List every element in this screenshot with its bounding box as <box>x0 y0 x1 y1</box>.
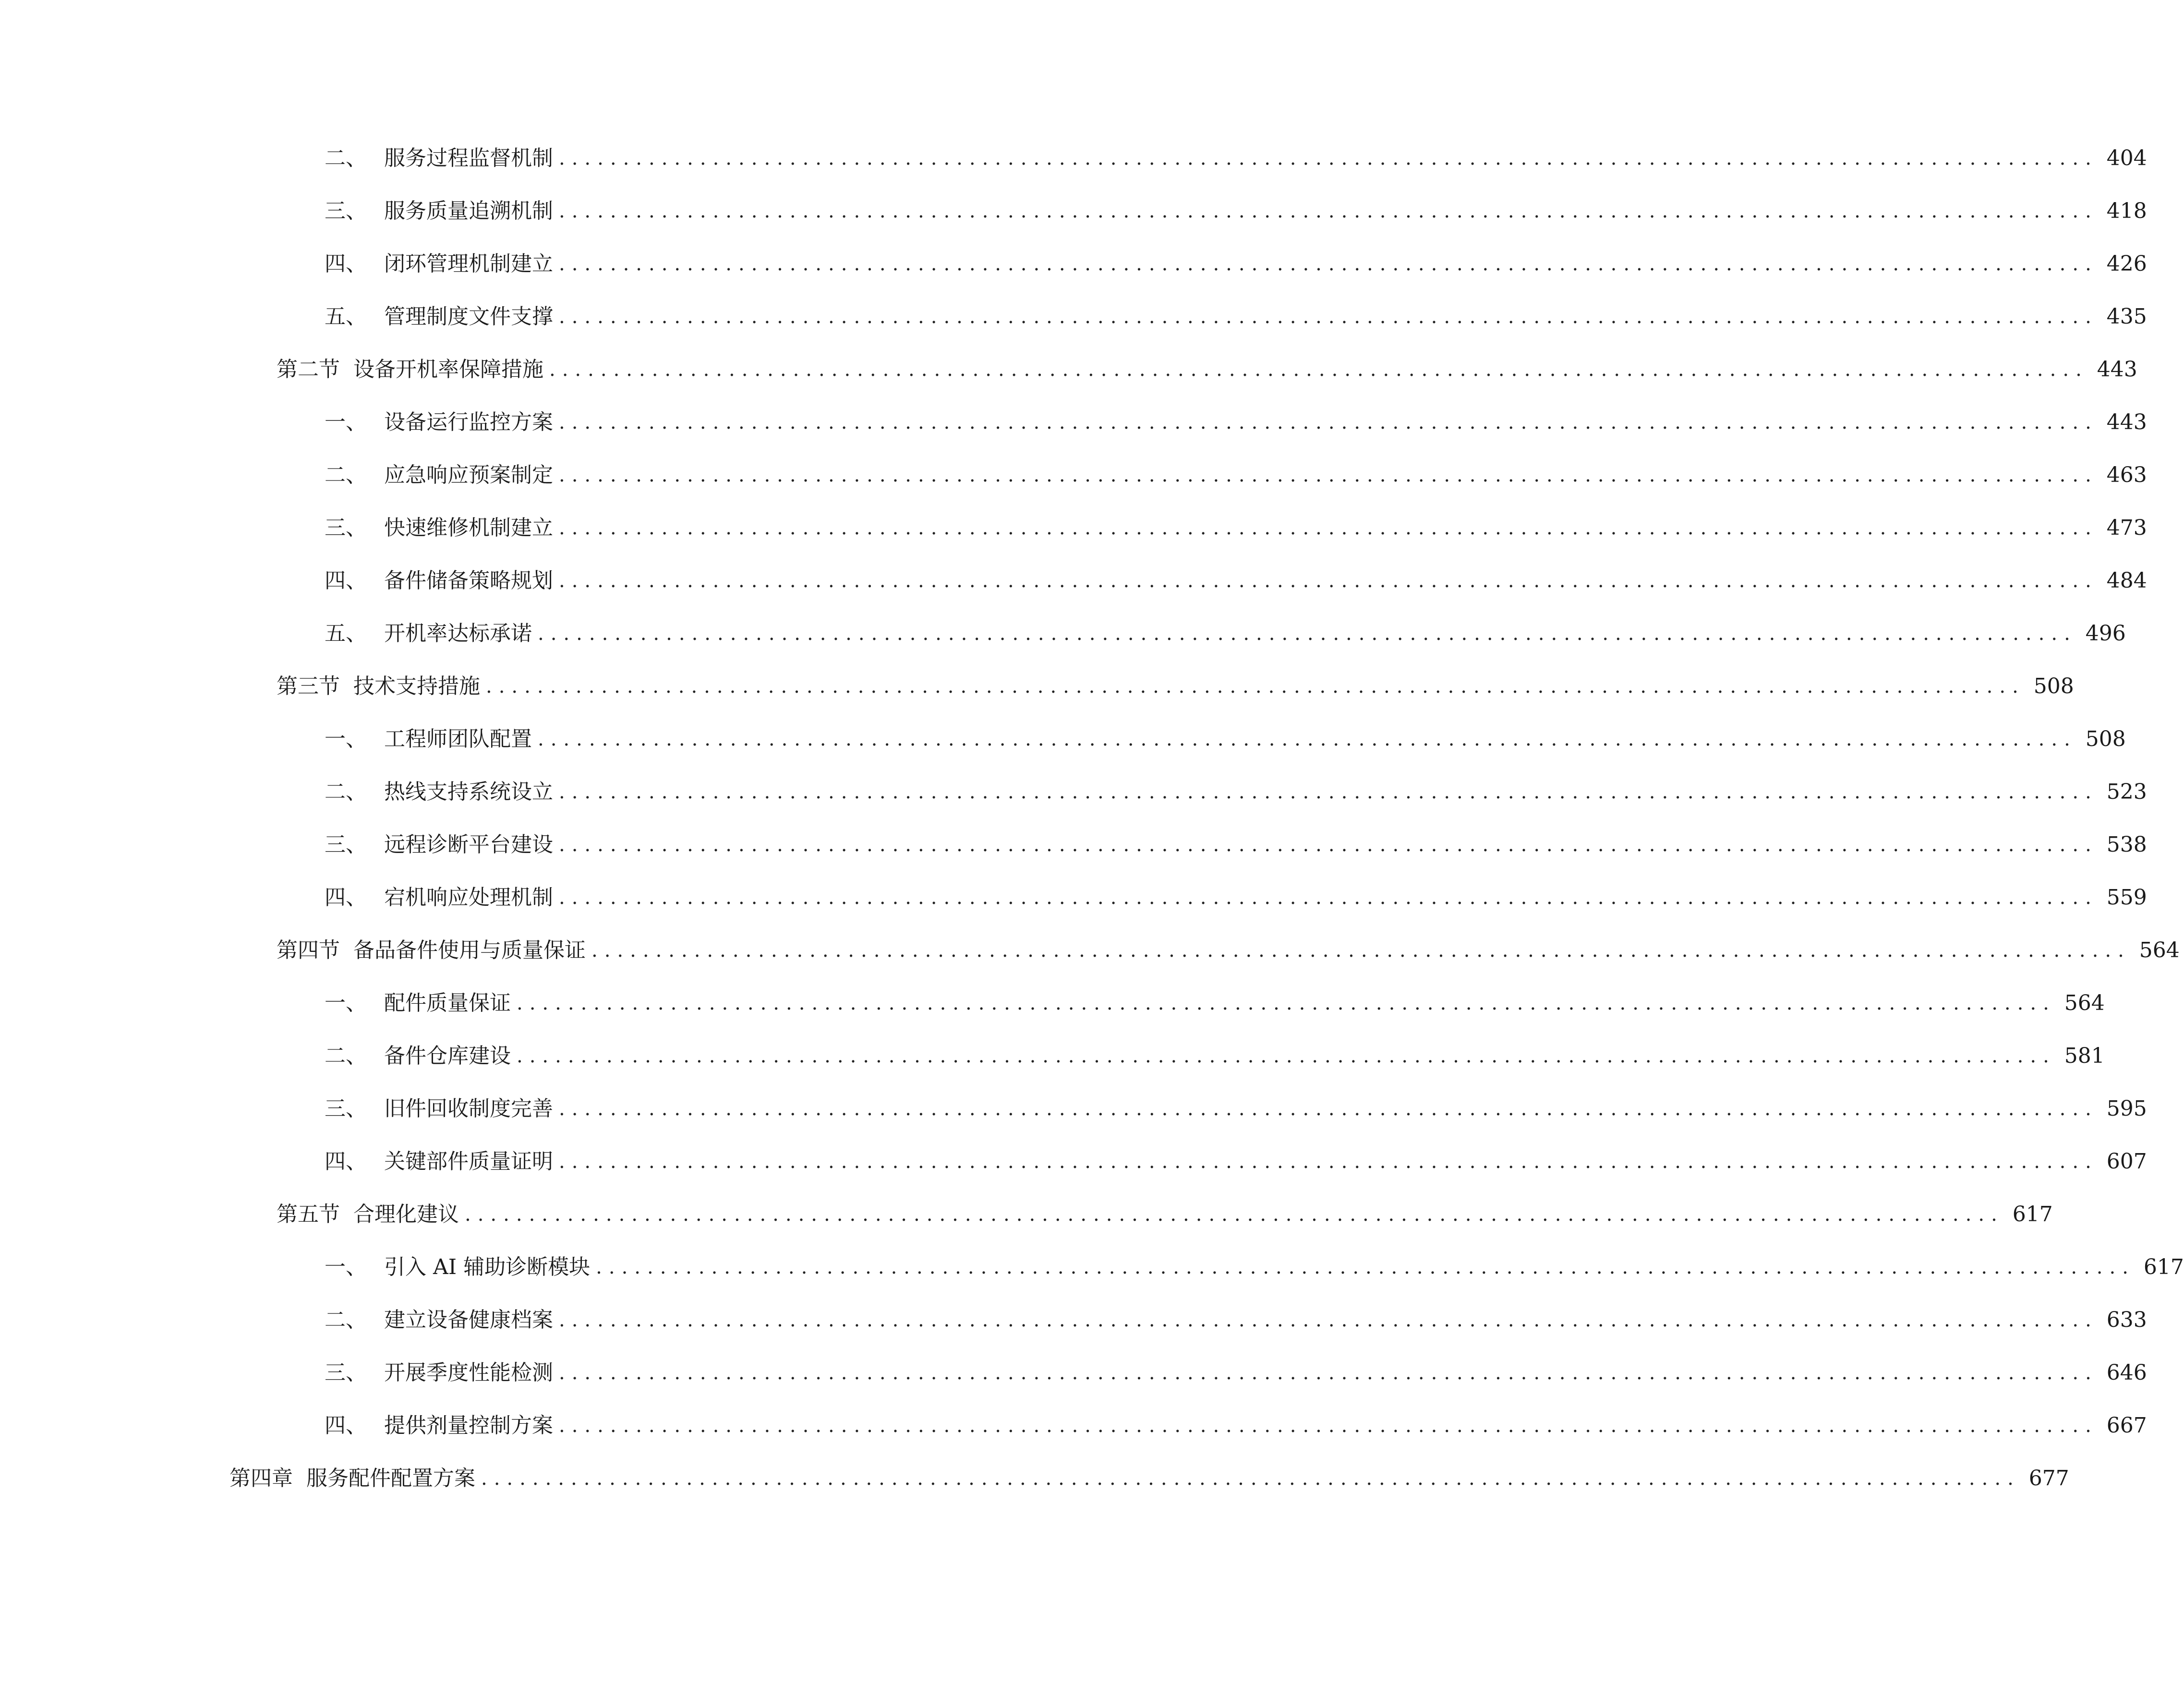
toc-entry[interactable] <box>325 456 2147 494</box>
toc-entry-label <box>325 720 532 758</box>
toc-entry-page-number: 473 <box>2106 516 2147 540</box>
toc-entry-label <box>325 245 553 283</box>
toc-entry-page-number: 646 <box>2106 1360 2147 1385</box>
toc-entry-title: 旧件回收制度完善 <box>384 1096 553 1121</box>
toc-entry[interactable] <box>325 1407 2147 1445</box>
toc-entry-title: 关键部件质量证明 <box>384 1149 553 1174</box>
toc-entry[interactable] <box>229 1459 2069 1498</box>
toc-leader-dots: ........................................................................................................................ <box>559 1309 2098 1331</box>
toc-entry-number: 三、 <box>325 199 367 223</box>
toc-entry-title: 快速维修机制建立 <box>384 516 553 540</box>
toc-entry[interactable] <box>325 878 2147 917</box>
toc-entry-number: 一、 <box>325 991 367 1015</box>
toc-entry-label <box>277 350 543 389</box>
toc-entry[interactable] <box>325 298 2147 336</box>
toc-entry-page-number: 463 <box>2106 463 2147 487</box>
toc-entry[interactable] <box>325 826 2147 864</box>
toc-entry-label <box>325 139 553 178</box>
toc-entry[interactable] <box>325 1037 2105 1075</box>
toc-entry[interactable] <box>325 984 2105 1022</box>
toc-leader-dots: ........................................................................................................................ <box>559 464 2098 486</box>
toc-entry-label <box>277 931 586 970</box>
toc-entry-title: 服务配件配置方案 <box>306 1466 475 1491</box>
toc-leader-dots: ........................................................................................................................ <box>559 411 2098 433</box>
toc-entry-label <box>325 298 553 336</box>
toc-entry-number: 二、 <box>325 1044 367 1068</box>
toc-entry-label <box>277 667 480 706</box>
toc-entry-label <box>325 1143 553 1181</box>
toc-entry-number: 四、 <box>325 1413 367 1438</box>
toc-entry-label <box>325 1090 553 1128</box>
toc-entry-label <box>325 1301 553 1339</box>
toc-entry-number: 三、 <box>325 1360 367 1385</box>
toc-entry-label <box>277 1195 459 1234</box>
toc-entry-title: 设备开机率保障措施 <box>353 357 543 382</box>
toc-entry[interactable] <box>325 1248 2184 1287</box>
toc-entry-label <box>325 826 553 864</box>
toc-leader-dots: ........................................................................................................................ <box>559 1415 2098 1437</box>
toc-entry-label <box>325 878 553 917</box>
toc-entry-page-number: 418 <box>2106 199 2147 223</box>
toc-entry-page-number: 607 <box>2106 1149 2147 1174</box>
toc-leader-dots: ........................................................................................................................ <box>465 1203 2004 1226</box>
toc-entry-page-number: 617 <box>2143 1255 2184 1279</box>
toc-entry-label <box>325 1407 553 1445</box>
toc-entry-page-number: 564 <box>2064 991 2105 1015</box>
toc-entry-label <box>325 614 532 653</box>
toc-entry-page-number: 633 <box>2106 1308 2147 1332</box>
toc-entry-title: 应急响应预案制定 <box>384 463 553 487</box>
toc-leader-dots: ........................................................................................................................ <box>559 517 2098 539</box>
toc-entry[interactable] <box>325 773 2147 811</box>
toc-leader-dots: ........................................................................................................................ <box>481 1467 2020 1490</box>
toc-entry-label <box>325 562 553 600</box>
toc-entry-number: 二、 <box>325 146 367 170</box>
toc-leader-dots: ........................................................................................................................ <box>559 200 2098 222</box>
toc-entry-title: 闭环管理机制建立 <box>384 252 553 276</box>
toc-entry-page-number: 564 <box>2139 938 2180 962</box>
toc-entry-page-number: 523 <box>2106 780 2147 804</box>
toc-leader-dots: ........................................................................................................................ <box>559 1151 2098 1173</box>
toc-entry-title: 开展季度性能检测 <box>384 1360 553 1385</box>
toc-entry-title: 开机率达标承诺 <box>384 621 532 646</box>
toc-entry-page-number: 595 <box>2106 1096 2147 1121</box>
toc-entry-title: 服务质量追溯机制 <box>384 199 553 223</box>
toc-entry-title: 服务过程监督机制 <box>384 146 553 170</box>
toc-entry[interactable] <box>325 192 2147 230</box>
toc-entry-number: 三、 <box>325 832 367 857</box>
toc-entry[interactable] <box>325 720 2126 758</box>
toc-entry-title: 配件质量保证 <box>384 991 511 1015</box>
toc-entry-title: 技术支持措施 <box>353 674 480 698</box>
toc-entry-page-number: 508 <box>2085 727 2126 751</box>
toc-entry-label <box>325 192 553 230</box>
toc-entry-number: 三、 <box>325 516 367 540</box>
toc-entry-title: 引入 AI 辅助诊断模块 <box>384 1255 591 1279</box>
toc-entry-label <box>325 1037 511 1075</box>
toc-entry-title: 管理制度文件支撑 <box>384 304 553 329</box>
toc-entry-title: 热线支持系统设立 <box>384 780 553 804</box>
toc-entry-title: 建立设备健康档案 <box>384 1308 553 1332</box>
toc-entry-title: 备件仓库建设 <box>384 1044 511 1068</box>
toc-entry-label <box>325 773 553 811</box>
toc-entry-number: 五、 <box>325 304 367 329</box>
toc-leader-dots: ........................................................................................................................ <box>596 1256 2135 1278</box>
toc-leader-dots: ........................................................................................................................ <box>486 675 2025 698</box>
toc-entry-label <box>325 403 553 442</box>
toc-entry-page-number: 496 <box>2085 621 2126 646</box>
toc-entry-title: 宕机响应处理机制 <box>384 885 553 910</box>
toc-entry-number: 二、 <box>325 463 367 487</box>
toc-leader-dots: ........................................................................................................................ <box>559 781 2098 803</box>
toc-entry-number: 第五节 <box>277 1202 340 1227</box>
toc-entry-page-number: 435 <box>2106 304 2147 329</box>
toc-leader-dots: ........................................................................................................................ <box>559 887 2098 909</box>
toc-leader-dots: ........................................................................................................................ <box>559 147 2098 169</box>
toc-entry[interactable] <box>325 245 2147 283</box>
toc-entry[interactable] <box>325 1301 2147 1339</box>
toc-entry-page-number: 677 <box>2028 1466 2069 1491</box>
toc-entry[interactable] <box>325 509 2147 547</box>
toc-leader-dots: ........................................................................................................................ <box>559 834 2098 856</box>
toc-entry-number: 一、 <box>325 1255 367 1279</box>
toc-leader-dots: ........................................................................................................................ <box>591 939 2131 962</box>
toc-entry-title: 备品备件使用与质量保证 <box>353 938 586 962</box>
toc-entry-label <box>325 509 553 547</box>
toc-entry-number: 二、 <box>325 780 367 804</box>
toc-leader-dots: ........................................................................................................................ <box>517 1045 2056 1067</box>
toc-entry-number: 四、 <box>325 568 367 593</box>
toc-leader-dots: ........................................................................................................................ <box>559 253 2098 275</box>
toc-entry-title: 提供剂量控制方案 <box>384 1413 553 1438</box>
toc-leader-dots: ........................................................................................................................ <box>559 1098 2098 1120</box>
toc-entry[interactable] <box>277 350 2137 389</box>
toc-entry-title: 备件储备策略规划 <box>384 568 553 593</box>
toc-entry-number: 四、 <box>325 252 367 276</box>
toc-entry-page-number: 617 <box>2012 1202 2053 1227</box>
toc-entry-number: 一、 <box>325 410 367 434</box>
toc-leader-dots: ........................................................................................................................ <box>538 728 2077 750</box>
toc-leader-dots: ........................................................................................................................ <box>559 1362 2098 1384</box>
toc-entry[interactable] <box>325 1354 2147 1392</box>
toc-entry-number: 三、 <box>325 1096 367 1121</box>
toc-entry[interactable] <box>325 562 2147 600</box>
toc-entry-page-number: 404 <box>2106 146 2147 170</box>
toc-entry-page-number: 443 <box>2097 357 2137 382</box>
toc-entry[interactable] <box>325 139 2147 178</box>
toc-leader-dots: ........................................................................................................................ <box>559 570 2098 592</box>
toc-entry-page-number: 581 <box>2064 1044 2105 1068</box>
toc-entry-number: 五、 <box>325 621 367 646</box>
toc-entry-page-number: 443 <box>2106 410 2147 434</box>
toc-entry-label <box>229 1459 475 1498</box>
toc-entry-title: 设备运行监控方案 <box>384 410 553 434</box>
toc-entry-number: 二、 <box>325 1308 367 1332</box>
toc-entry-page-number: 559 <box>2106 885 2147 910</box>
toc-entry-number: 四、 <box>325 1149 367 1174</box>
toc-entry-title: 合理化建议 <box>353 1202 459 1227</box>
toc-entry-page-number: 484 <box>2106 568 2147 593</box>
toc-entry-page-number: 508 <box>2033 674 2074 698</box>
toc-entry-number: 第四章 <box>229 1466 293 1491</box>
toc-leader-dots: ........................................................................................................................ <box>549 359 2088 381</box>
toc-entry[interactable] <box>277 667 2074 706</box>
toc-entry-number: 四、 <box>325 885 367 910</box>
toc-leader-dots: ........................................................................................................................ <box>517 992 2056 1014</box>
toc-entry[interactable] <box>325 403 2147 442</box>
toc-entry-label <box>325 1248 590 1287</box>
toc-leader-dots: ........................................................................................................................ <box>538 623 2077 645</box>
toc-entry-title: 远程诊断平台建设 <box>384 832 553 857</box>
toc-entry[interactable] <box>325 614 2126 653</box>
toc-leader-dots: ........................................................................................................................ <box>559 306 2098 328</box>
toc-entry-page-number: 538 <box>2106 832 2147 857</box>
toc-entry[interactable] <box>277 931 2180 970</box>
toc-entry-number: 第三节 <box>277 674 340 698</box>
toc-entry-number: 第二节 <box>277 357 340 382</box>
toc-entry[interactable] <box>277 1195 2053 1234</box>
toc-entry-label <box>325 456 553 494</box>
toc-entry-label <box>325 1354 553 1392</box>
toc-entry-number: 一、 <box>325 727 367 751</box>
toc-entry-label <box>325 984 511 1022</box>
toc-entry[interactable] <box>325 1090 2147 1128</box>
toc-entry[interactable] <box>325 1143 2147 1181</box>
toc-entry-number: 第四节 <box>277 938 340 962</box>
toc-entry-page-number: 667 <box>2106 1413 2147 1438</box>
toc-entry-title: 工程师团队配置 <box>384 727 532 751</box>
toc-entry-page-number: 426 <box>2106 252 2147 276</box>
